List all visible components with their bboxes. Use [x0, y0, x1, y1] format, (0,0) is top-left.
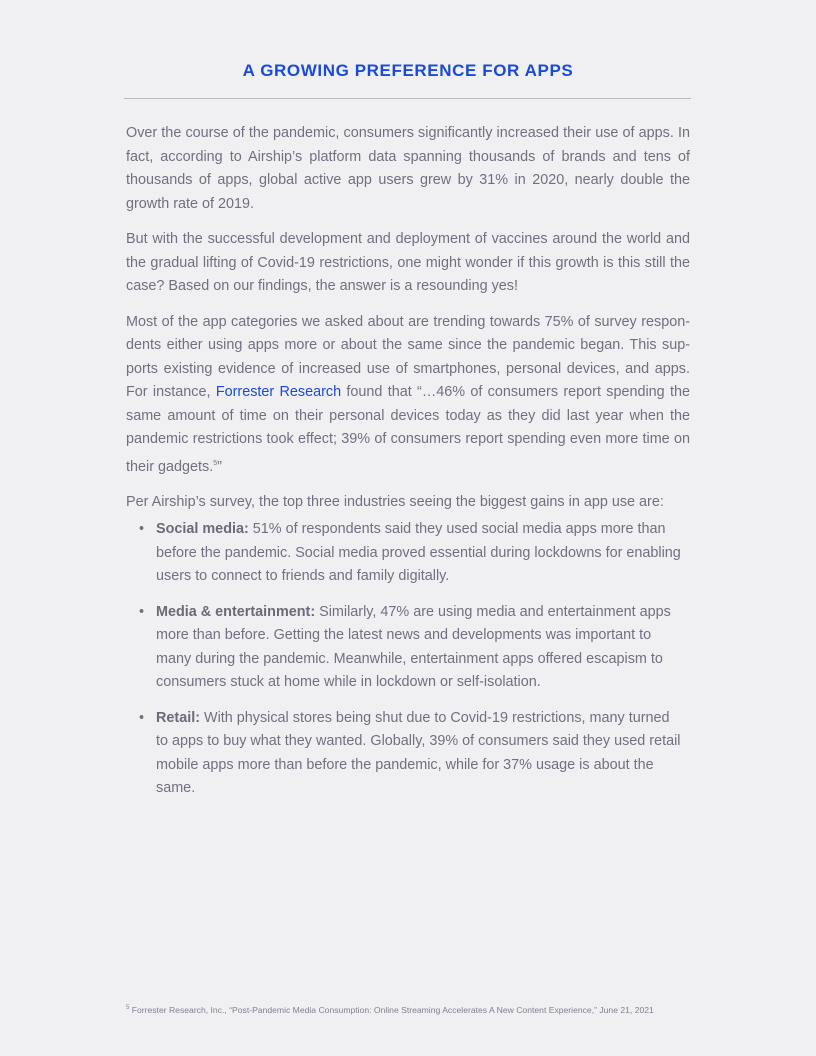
list-item-label: Social media:: [156, 521, 249, 538]
list-item-media-entertainment: [126, 601, 690, 695]
bullet-marker: •: [139, 603, 145, 620]
paragraph-3-text-start: Most of the app categories we asked about are trending towards 75% of survey respon-dents either using apps more or about the same since the pandemic began. This sup-ports existing evidence of increased use of smartphones, personal devices, and apps. For instance,: [126, 313, 690, 400]
footnote-text: Forrester Research, Inc., “Post-Pandemic Media Consumption: Online Streaming Accelerates A New Content Experience,” June 21, 2021: [129, 1005, 654, 1015]
paragraph-3-text-end: found that “…46% of consumers report spending the same amount of time on their personal devices today as they did last year when the pandemic restrictions took effect; 39% of consumers report spending even more time on their gadgets.: [126, 384, 690, 475]
bullet-marker: •: [139, 521, 145, 538]
list-item-social-media: [126, 518, 690, 589]
forrester-research-link[interactable]: Forrester Research: [215, 384, 342, 400]
footnote: [126, 1005, 726, 1015]
list-item-text: With physical stores being shut due to Covid-19 restrictions, many turned to apps to buy what they wanted. Globally, 39% of consumers said they used retail mobile apps more than before the pandemic, while for 37% usage is about the same.: [156, 709, 681, 797]
article-body: [126, 122, 690, 813]
bullet-marker: •: [139, 709, 145, 726]
paragraph-1: Over the course of the pandemic, consumers significantly increased their use of apps. In fact, according to Airship’s platform data spanning thousands of brands and tens of thousands of apps, global active app users grew by 31% in 2020, nearly double the growth rate of 2019.: [126, 125, 690, 212]
list-item-text: Similarly, 47% are using media and entertainment apps more than before. Getting the latest news and developments was important to many during the pandemic. Meanwhile, entertainment apps offered escapism to consumers stuck at home while in lockdown or self-isolation.: [156, 603, 671, 691]
list-item-label: Retail:: [156, 709, 200, 726]
page-title: A GROWING PREFERENCE FOR APPS: [242, 61, 574, 80]
footnote-number: 5: [126, 1005, 130, 1012]
list-item-text: 51% of respondents said they used social media apps more than before the pandemic. Social media proved essential during lockdowns for enabling users to connect to friends and family digitally.: [156, 521, 681, 585]
list-item-label: Media & entertainment:: [156, 603, 316, 620]
footnote-reference: 5: [213, 459, 218, 467]
paragraph-3: [126, 311, 690, 479]
paragraph-2: But with the successful development and deployment of vaccines around the world and the gradual lifting of Covid-19 restrictions, one might wonder if this growth is this still the case? Based on our findings, the answer is a resounding yes!: [126, 231, 690, 294]
list-item-retail: [126, 707, 690, 801]
closing-quote: ”: [217, 458, 222, 475]
paragraph-4: Per Airship’s survey, the top three industries seeing the biggest gains in app use are:: [126, 493, 664, 510]
title-divider: [124, 98, 691, 99]
industry-list: [126, 518, 690, 801]
